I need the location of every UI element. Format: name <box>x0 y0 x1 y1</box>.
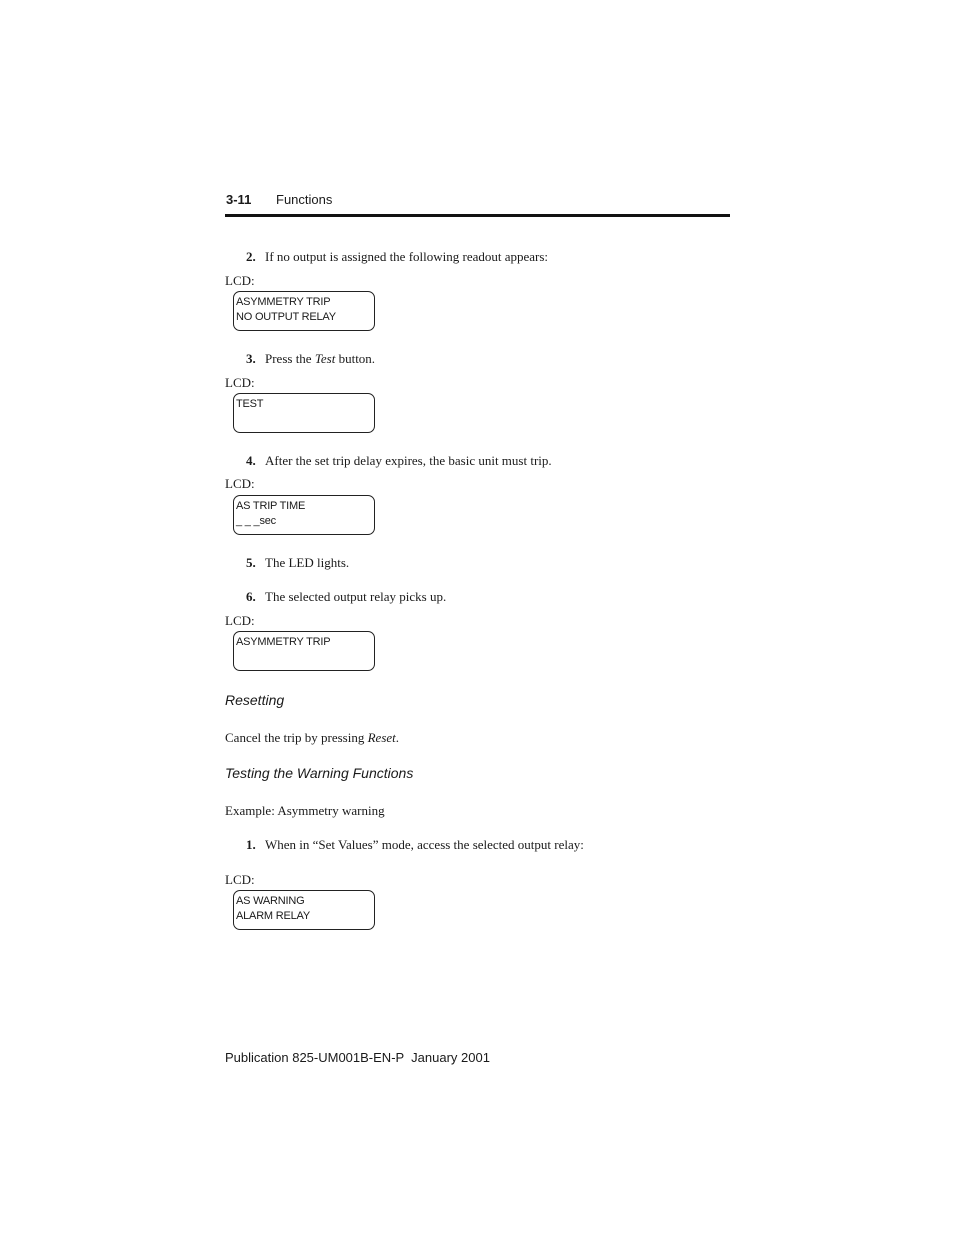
lcd-display <box>233 631 375 671</box>
resetting-text-post: . <box>395 730 400 745</box>
resetting-text <box>225 730 399 746</box>
step-item <box>246 555 349 571</box>
publication-footer: Publication 825-UM001B-EN-P January 2001 <box>225 1050 490 1065</box>
lcd-line-2: _ _ _sec <box>236 515 276 527</box>
resetting-heading: Resetting <box>225 692 285 708</box>
step-item <box>246 249 548 265</box>
warning-heading: Testing the Warning Functions <box>225 765 414 781</box>
example-text: Example: Asymmetry warning <box>225 803 385 818</box>
step-text: The selected output relay picks up. <box>265 589 447 604</box>
step-text: When in “Set Values” mode, access the selected output relay: <box>265 837 584 852</box>
lcd-display <box>233 291 375 331</box>
lcd-line-1: ASYMMETRY TRIP <box>236 636 331 648</box>
reset-button-name: Reset <box>367 730 396 745</box>
lcd-display <box>233 495 375 535</box>
test-button-name: Test <box>314 351 336 366</box>
lcd-label: LCD: <box>225 273 255 288</box>
step-number: 6. <box>246 589 256 604</box>
step-number: 4. <box>246 453 256 468</box>
page-number: 3-11 <box>226 192 252 207</box>
resetting-text-pre: Cancel the trip by pressing <box>225 730 368 745</box>
lcd-line-1: ASYMMETRY TRIP <box>236 296 331 308</box>
lcd-label: LCD: <box>225 872 255 887</box>
step-item <box>246 589 446 605</box>
lcd-label: LCD: <box>225 375 255 390</box>
lcd-line-1: AS WARNING <box>236 895 305 907</box>
step-text: After the set trip delay expires, the basic unit must trip. <box>265 453 552 468</box>
step-item <box>246 351 375 367</box>
lcd-line-1: AS TRIP TIME <box>236 500 306 512</box>
step-text-post: button. <box>335 351 376 366</box>
lcd-line-2: ALARM RELAY <box>236 910 311 922</box>
step-text: If no output is assigned the following readout appears: <box>265 249 549 264</box>
lcd-display <box>233 890 375 930</box>
lcd-label: LCD: <box>225 476 255 491</box>
step-item <box>246 453 552 469</box>
step-number: 3. <box>246 351 256 366</box>
step-number: 1. <box>246 837 256 852</box>
step-item <box>246 837 584 853</box>
step-number: 2. <box>246 249 256 264</box>
step-number: 5. <box>246 555 256 570</box>
step-text-pre: Press the <box>265 351 315 366</box>
header-rule <box>225 214 730 217</box>
lcd-line-2: NO OUTPUT RELAY <box>236 311 336 323</box>
step-text: The LED lights. <box>265 555 350 570</box>
lcd-line-1: TEST <box>236 398 264 410</box>
step-text <box>265 351 375 366</box>
lcd-label: LCD: <box>225 613 255 628</box>
lcd-display <box>233 393 375 433</box>
section-title: Functions <box>276 192 333 207</box>
